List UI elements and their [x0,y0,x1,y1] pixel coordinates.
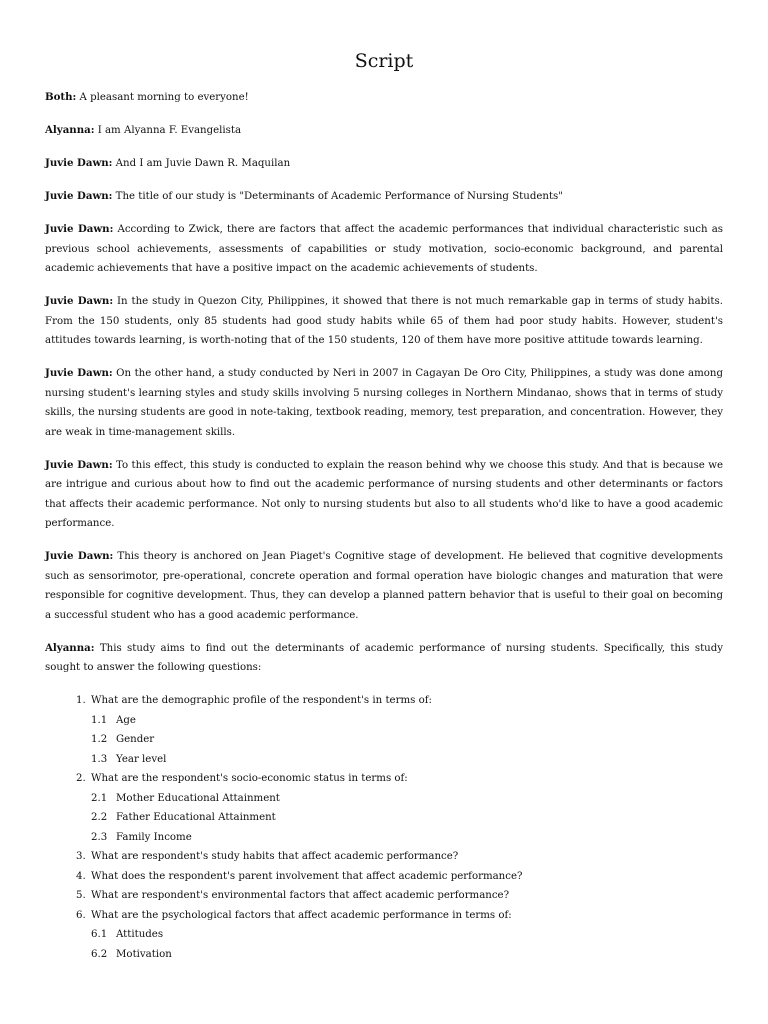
sub-number: 1.1 [91,714,108,726]
speaker-label: Juvie Dawn: [45,367,113,379]
question-text: What are the demographic profile of the respondent's in terms of: [91,695,432,706]
sub-item [91,925,723,945]
paragraph-text: In the study in Quezon City, Philippines, it showed that there is not much remarkable gap in terms of study habits. From the 150 students, only 85 students had good study habits while 65 of them had poor study habits. However, student's attitudes towards learning, is worth-noting that of the 150 students, 120 of them have more positive attitude towards learning. [45,296,723,346]
paragraph [45,292,723,351]
paragraph-text: A pleasant morning to everyone! [76,92,249,103]
paragraph-text: To this effect, this study is conducted to explain the reason behind why we choose this study. And that is because we are intrigue and curious about how to find out the academic performance of nursing students and other determinants or factors that affects their academic performance. Not only to nursing students but also to all students who'd like to have a good academic performance. [45,459,723,529]
paragraph-text: The title of our study is "Determinants of Academic Performance of Nursing Students" [112,191,563,202]
list-item [89,906,723,965]
sub-number: 1.2 [91,734,108,745]
sub-number: 2.2 [91,812,108,823]
sub-number: 2.1 [91,792,108,804]
sub-text: Motivation [116,948,172,960]
sub-item [91,730,723,750]
paragraph-text: According to Zwick, there are factors that affect the academic performances that individual characteristic such as previous school achievements, assessments of capabilities or study motivation, socio-economic background, and parental academic achievements that have a positive impact on the academic achievements of students. [45,224,723,274]
paragraph-text: This study aims to find out the determinants of academic performance of nursing students. Specifically, this study sought to answer the following questions: [45,642,723,673]
sub-number: 6.1 [91,929,108,940]
sub-list [91,789,723,848]
sub-item [91,828,723,848]
speaker-label: Juvie Dawn: [45,550,114,562]
list-item [89,769,723,847]
paragraph [45,220,723,279]
sub-item [91,750,723,770]
sub-text: Age [116,714,136,726]
sub-number: 1.3 [91,753,108,765]
list-item [89,886,723,906]
speaker-label: Juvie Dawn: [45,295,114,307]
paragraph [45,187,723,207]
list-item [89,847,723,867]
speaker-label: Juvie Dawn: [45,190,113,202]
sub-number: 6.2 [91,948,108,960]
speaker-label: Juvie Dawn: [45,223,114,235]
sub-text: Year level [116,753,167,765]
list-item [89,691,723,769]
question-text: What does the respondent's parent involvement that affect academic performance? [91,870,523,882]
sub-list [91,711,723,770]
paragraph-text: This theory is anchored on Jean Piaget's Cognitive stage of development. He believed that cognitive developments such as sensorimotor, pre-operational, concrete operation and formal operation have biologic changes and maturation that were responsible for cognitive development. Thus, they can develop a planned pattern behavior that is useful to their goal on becoming a successful student who has a good academic performance. [45,551,723,621]
sub-text: Father Educational Attainment [116,812,276,823]
paragraph [45,456,723,534]
sub-list [91,925,723,964]
speaker-label: Juvie Dawn: [45,458,113,471]
sub-item [91,711,723,731]
sub-text: Family Income [116,831,192,843]
paragraph [45,639,723,678]
sub-text: Gender [116,734,155,745]
page-title: Script [354,50,414,72]
sub-item [91,945,723,965]
speaker-label: Juvie Dawn: [45,157,113,169]
question-text: What are the psychological factors that affect academic performance in terms of: [91,909,512,921]
question-text: What are respondent's study habits that affect academic performance? [91,851,459,862]
paragraph-text: I am Alyanna F. Evangelista [94,125,242,136]
question-text: What are respondent's environmental factors that affect academic performance? [91,890,510,901]
speaker-label: Both: [45,91,77,103]
sub-text: Attitudes [116,929,164,940]
speaker-label: Alyanna: [45,641,95,654]
sub-number: 2.3 [91,831,108,843]
paragraph-text: On the other hand, a study conducted by Neri in 2007 in Cagayan De Oro City, Philippines, a study was done among nursing student's learning styles and study skills involving 5 nursing colleges in Northern Mindanao, shows that in terms of study skills, the nursing students are good in note-taking, textbook reading, memory, test preparation, and concentration. However, they are weak in time-management skills. [45,368,724,438]
paragraph [45,154,723,174]
speaker-label: Alyanna: [45,124,95,136]
paragraph [45,88,723,108]
paragraph [45,121,723,141]
sub-text: Mother Educational Attainment [116,792,280,804]
script-body [45,88,723,678]
sub-item [91,808,723,828]
sub-item [91,789,723,809]
list-item [89,867,723,887]
paragraph-text: And I am Juvie Dawn R. Maquilan [112,158,291,169]
paragraph [45,547,723,625]
questions-list [45,691,723,964]
question-text: What are the respondent's socio-economic status in terms of: [91,773,408,784]
paragraph [45,364,723,442]
